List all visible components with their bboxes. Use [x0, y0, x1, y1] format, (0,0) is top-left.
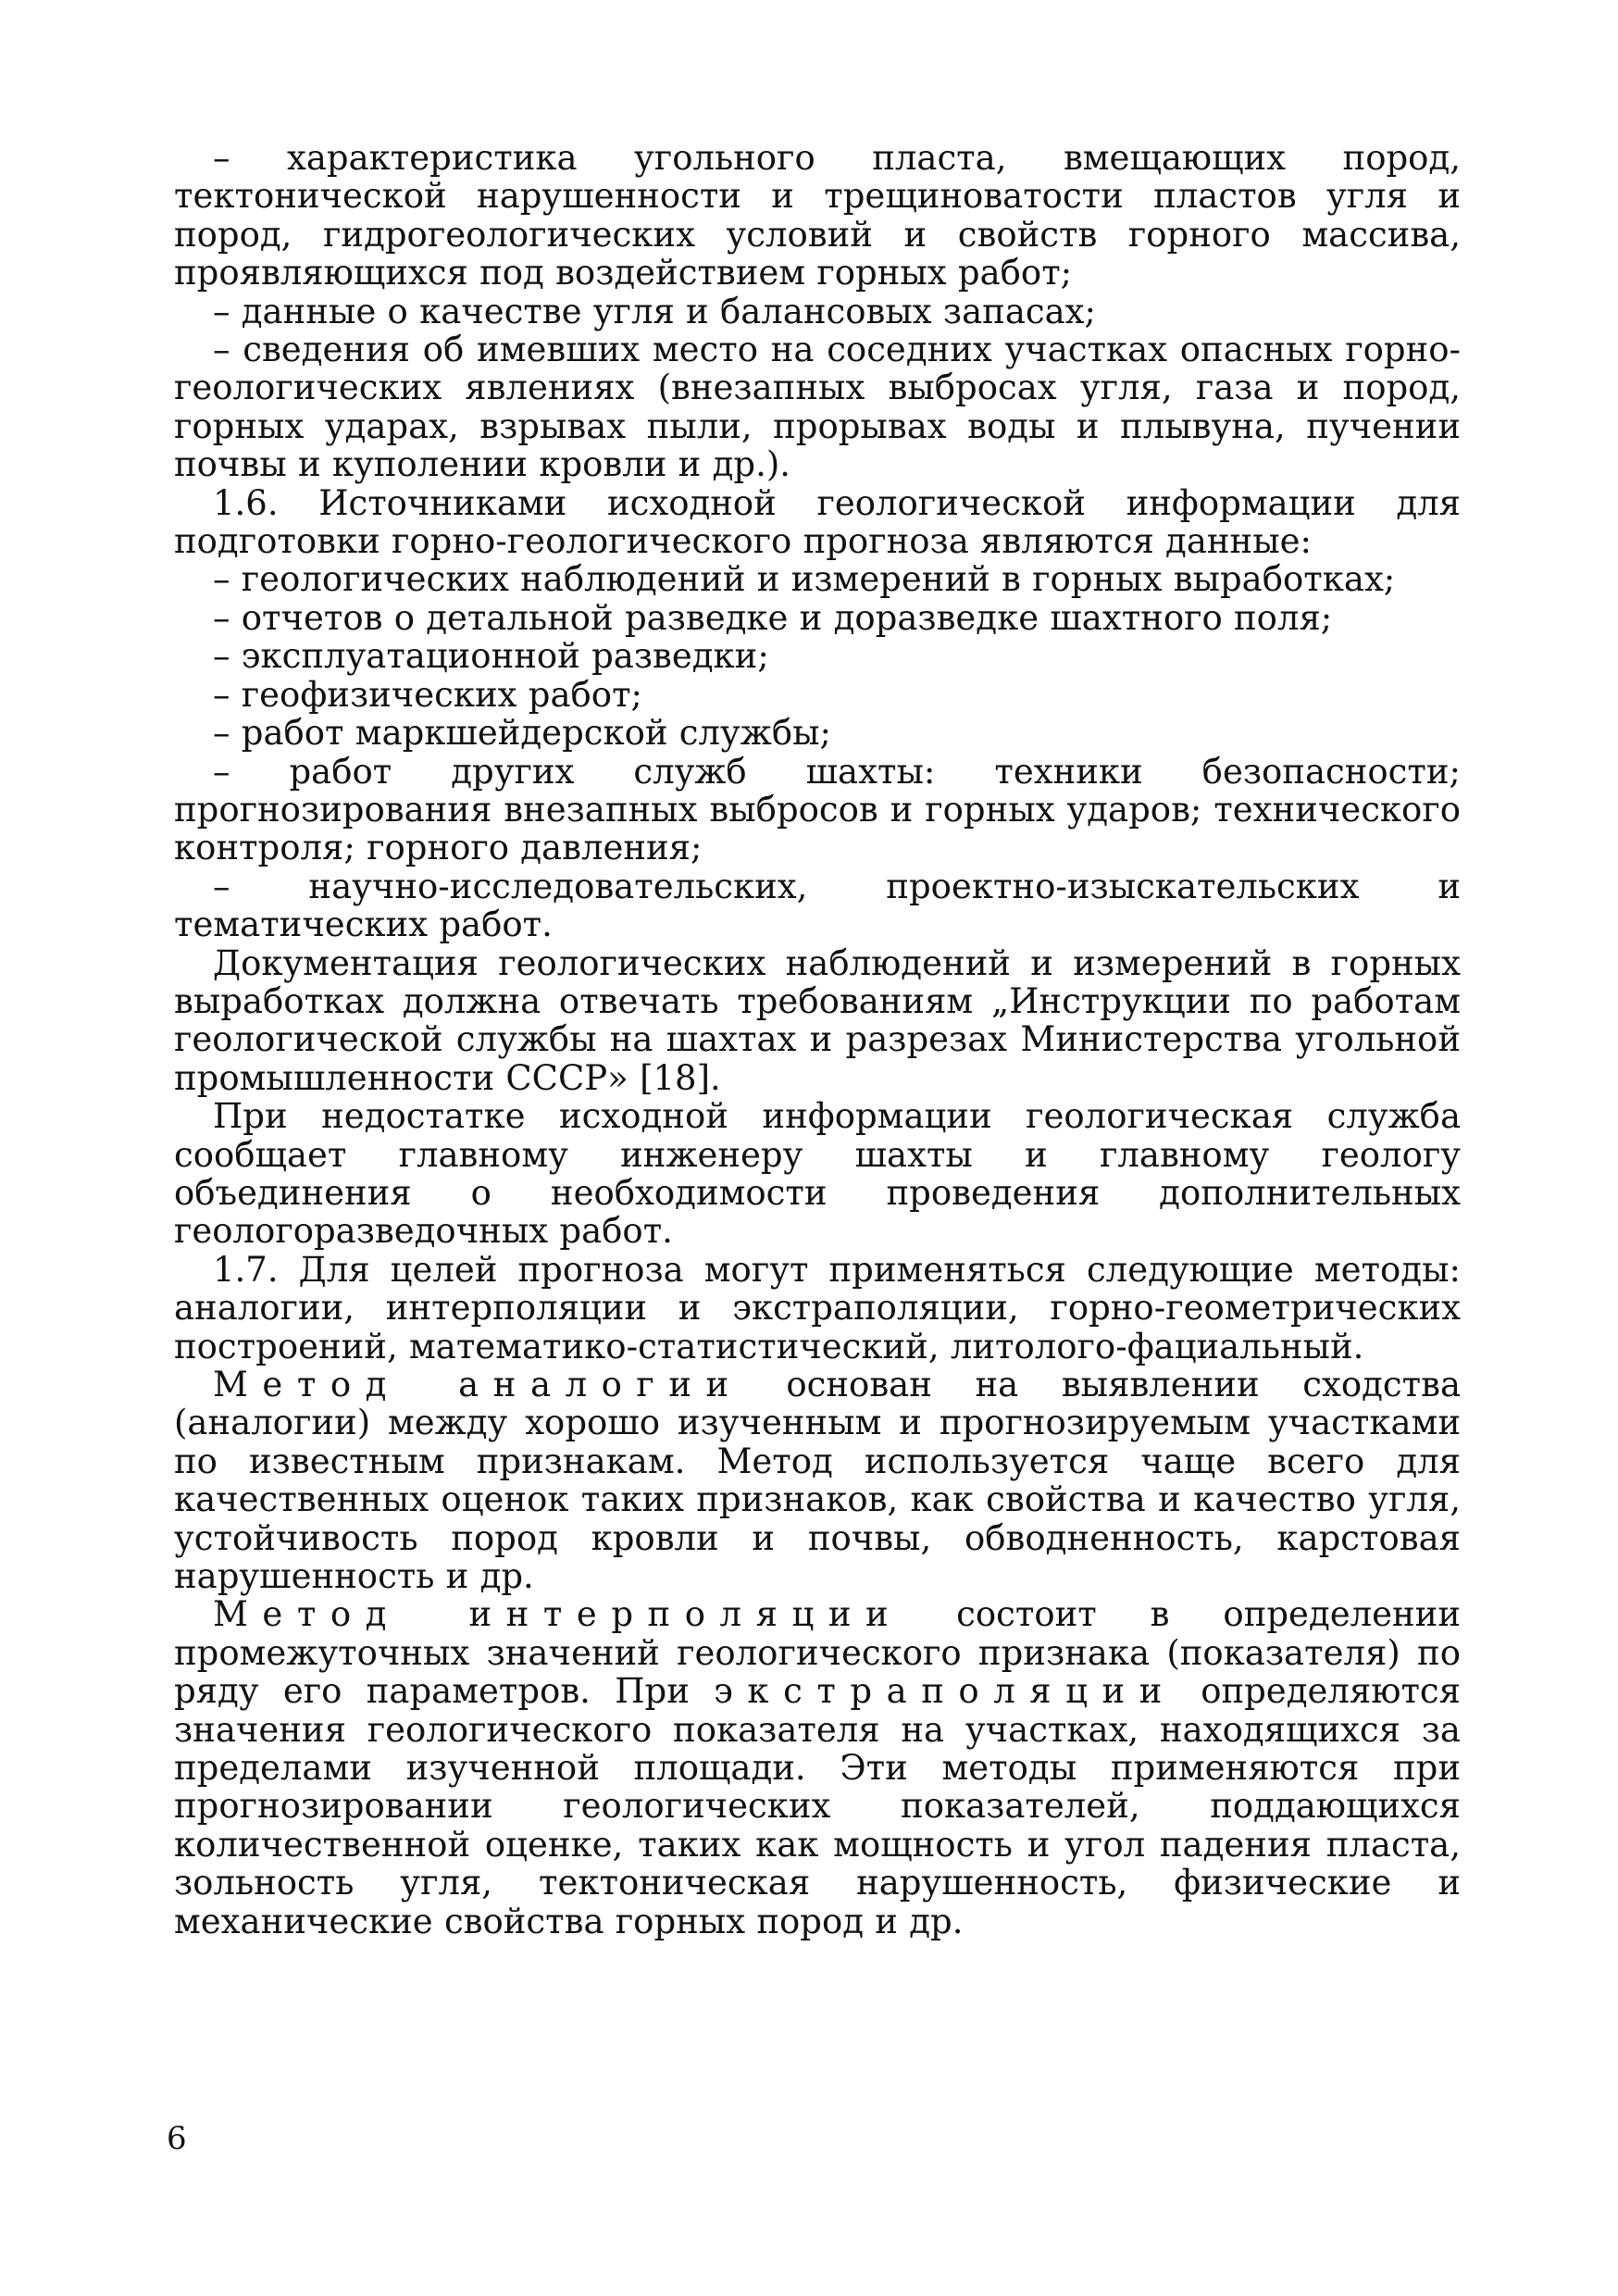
paragraph-interpolation-method: [174, 1595, 1461, 1940]
page-number: 6: [167, 2120, 187, 2157]
list-item-geological-observations: – геологических наблюдений и измерений в горных выработках;: [213, 559, 1396, 600]
list-item-operational-exploration: – эксплуатационной разведки;: [213, 636, 769, 677]
list-item-geophysical-works: – геофизических работ;: [213, 674, 643, 715]
paragraph-documentation-requirements: Документация геологических наблюдений и измерений в горных выработках должна отвечать требованиям „Инструкции по работам геологической службы на шахтах и разрезах Министерства угольной промышленности СССР» [18].: [174, 942, 1461, 1098]
interpolation-text-before: состоит в определении промежуточных значений геологического признака (показателя) по ряду его параметров. При: [174, 1594, 1462, 1712]
interpolation-text-after: определяются значения геологического показателя на участках, находящихся за пределами изученной площади. Эти методы применяются при прогнозировании геологических показателей, поддающихся количественной оценке, таких как мощность и угол падения пласта, зольность угля, тектоническая нарушенность, физические и механические свойства горных пород и др.: [174, 1671, 1461, 1941]
term-extrapolation: экстраполяции: [714, 1671, 1176, 1712]
body-text: [174, 139, 1461, 1940]
paragraph-insufficient-info: При недостатке исходной информации геологическая служба сообщает главному инженеру шахты и главному геологу объединения о необходимости проведения дополнительных геологоразведочных работ.: [174, 1096, 1461, 1252]
list-item-survey-service: – работ маркшейдерской службы;: [213, 713, 832, 754]
term-analogy-method: Метод аналогии: [213, 1365, 743, 1404]
paragraph-forecast-methods: 1.7. Для целей прогноза могут применяться следующие методы: аналогии, интерполяции и экстраполяции, горно-геометрических построений, математико-статистический, литолого-фациальный.: [174, 1249, 1461, 1366]
analogy-method-text: основан на выявлении сходства (аналогии) между хорошо изученным и прогнозируемым участками по известным признакам. Метод используется чаще всего для качественных оценок таких признаков, как свойства и качество угля, устойчивость пород кровли и почвы, обводненность, карстовая нарушенность и др.: [174, 1365, 1462, 1597]
list-item-research-works: – научно-исследовательских, проектно-изыскательских и тематических работ.: [174, 866, 1461, 945]
paragraph-hazard-info: – сведения об имевших место на соседних участках опасных горно-геологических явлениях (внезапных выбросах угля, газа и пород, горных ударах, взрывах пыли, прорывах воды и плывуна, пучении почвы и куполении кровли и др.).: [174, 330, 1461, 485]
term-interpolation-method: Метод интерполяции: [213, 1594, 903, 1635]
list-item-other-services: – работ других служб шахты: техники безопасности; прогнозирования внезапных выбросов и горных ударов; технического контроля; горного давления;: [174, 751, 1461, 868]
paragraph-sources-intro: 1.6. Источниками исходной геологической информации для подготовки горно-геологического прогноза являются данные:: [174, 482, 1461, 562]
paragraph-coal-quality: – данные о качестве угля и балансовых запасах;: [213, 291, 1097, 331]
list-item-exploration-reports: – отчетов о детальной разведке и доразведке шахтного поля;: [213, 597, 1333, 638]
paragraph-analogy-method: [174, 1366, 1461, 1595]
paragraph-coal-seam-characteristics: – характеристика угольного пласта, вмещающих пород, тектонической нарушенности и трещиноватости пластов угля и пород, гидрогеологических условий и свойств горного массива, проявляющихся под воздействием горных работ;: [174, 138, 1461, 293]
